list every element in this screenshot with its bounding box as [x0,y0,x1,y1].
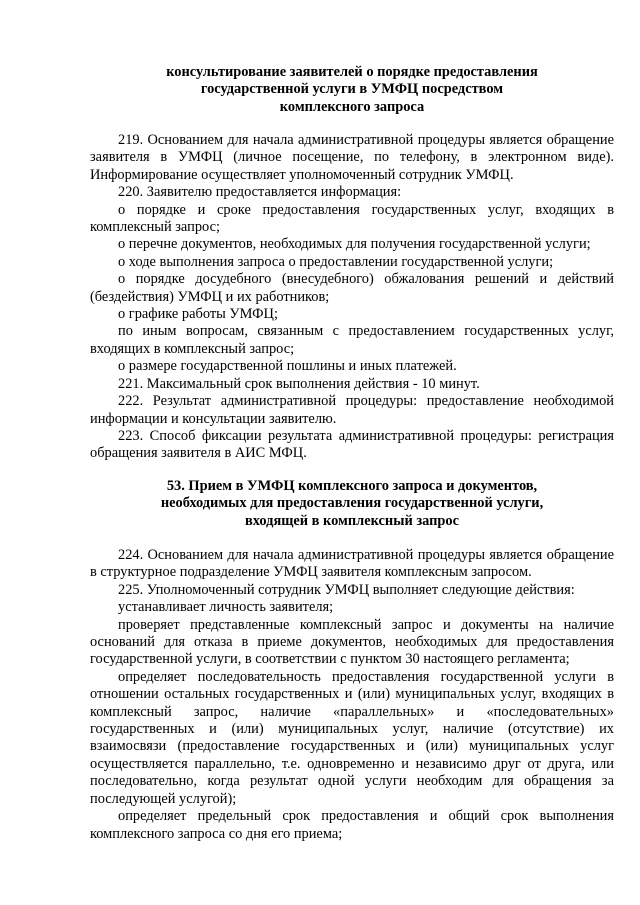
paragraph-220 [90,184,614,201]
text-line: о перечне документов, необходимых для получения государственной услуги; [118,236,591,253]
paragraph-220-item [90,236,614,253]
text-line: 224. Основанием для начала административной процедуры является обращение [118,547,614,563]
heading-line: необходимых для предоставления государственной услуги, [160,495,544,512]
text-line: последующей услугой); [90,790,237,807]
paragraph-225-item [90,599,614,616]
text-line: устанавливает личность заявителя; [118,599,334,616]
paragraph-225-item [90,669,614,808]
heading-line: входящей в комплексный запрос [244,512,460,529]
text-line: 222. Результат административной процедуры: предоставление необходимой [118,393,614,410]
text-line: о размере государственной пошлины и иных платежей. [118,358,457,375]
heading-line: консультирование заявителей о порядке предоставления [166,64,538,80]
text-line: проверяет представленные комплексный запрос и документы на наличие [118,616,614,633]
paragraph-222 [90,393,614,428]
text-line: государственной услуги, в соответствии с пунктом 30 настоящего регламента; [90,651,570,668]
text-line: отношении остальных государственных и (или) муниципальных услуг, входящих в [90,686,614,703]
paragraph-225-item [90,617,614,669]
text-line: комплексного запроса со дня его приема; [90,825,343,842]
text-line: заявителя в УМФЦ (личное посещение, по телефону, в электронном виде). [90,149,614,166]
text-line: определяет последовательность предоставления государственной услуги в [118,668,614,685]
paragraph-223 [90,428,614,463]
paragraph-220-item [90,358,614,375]
paragraph-224 [90,547,614,582]
text-line: (бездействия) УМФЦ и их работников; [90,288,330,305]
paragraph-219 [90,132,614,184]
section-52-body [90,132,614,463]
text-line: определяет предельный срок предоставления и общий срок выполнения [118,808,614,825]
text-line: информации и консультации заявителю. [90,410,337,427]
heading-line: государственной услуги в УМФЦ посредством [200,81,504,98]
text-line: входящих в комплексный запрос; [90,340,295,357]
paragraph-225 [90,582,614,599]
text-line: комплексный запрос, наличие «параллельных» и «последовательных» [90,703,614,720]
text-line: Информирование осуществляет уполномоченный сотрудник УМФЦ. [90,166,514,183]
text-line: комплексный запрос; [90,219,220,236]
text-line: обращения заявителя в АИС МФЦ. [90,445,307,462]
section-53-heading [90,478,614,530]
text-line: осуществляется параллельно, т.е. одновременно и независимо друг от друга, или [90,755,614,772]
text-line: оснований для отказа в приеме документов, необходимых для предоставления [90,634,614,651]
paragraph-221 [90,376,614,393]
paragraph-220-item [90,202,614,237]
text-line: в структурное подразделение УМФЦ заявителя комплексным запросом. [90,564,532,581]
text-line: 220. Заявителю предоставляется информация: [118,184,402,201]
text-line: последовательно, когда результат одной услуги необходим для обращения за [90,773,614,790]
text-line: по иным вопросам, связанным с предоставлением государственных услуг, [118,323,614,340]
text-line: 225. Уполномоченный сотрудник УМФЦ выполняет следующие действия: [118,581,575,598]
heading-line: 53. Прием в УМФЦ комплексного запроса и документов, [166,478,538,494]
paragraph-220-item [90,254,614,271]
text-line: 221. Максимальный срок выполнения действия - 10 минут. [118,375,480,392]
text-line: взаимосвязи (предоставление государственных и (или) муниципальных услуг [90,738,614,755]
text-line: 219. Основанием для начала административной процедуры является обращение [118,132,614,148]
heading-line: комплексного запроса [279,98,425,115]
text-line: о порядке досудебного (внесудебного) обжалования решений и действий [118,271,614,288]
text-line: государственных и (или) муниципальных услуг, наличие (отсутствие) их [90,721,614,738]
text-line: о графике работы УМФЦ; [118,306,278,323]
paragraph-220-item [90,306,614,323]
paragraph-220-item [90,271,614,306]
section-53-body [90,547,614,843]
paragraph-220-item [90,323,614,358]
section-52-heading [90,64,614,116]
text-line: 223. Способ фиксации результата административной процедуры: регистрация [118,427,614,444]
text-line: о ходе выполнения запроса о предоставлении государственной услуги; [118,253,554,270]
paragraph-225-item [90,808,614,843]
text-line: о порядке и сроке предоставления государственных услуг, входящих в [118,201,614,218]
